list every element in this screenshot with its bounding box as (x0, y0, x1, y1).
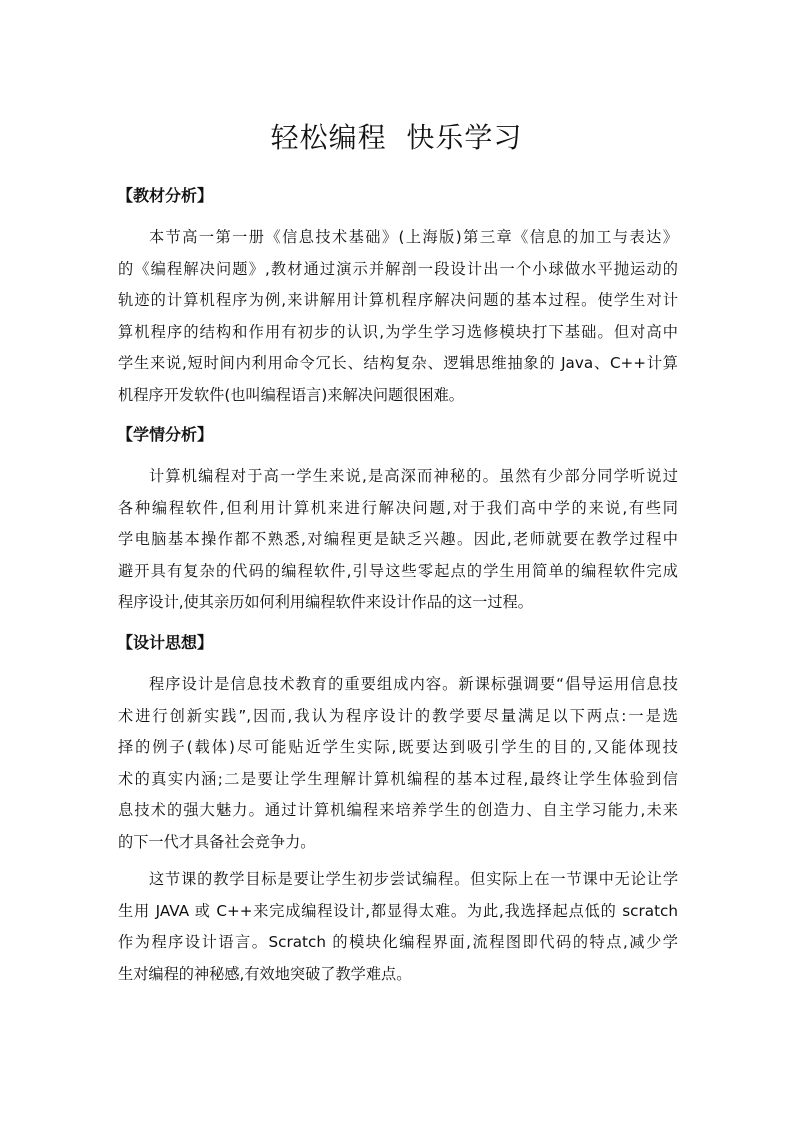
paragraph-student-analysis (118, 461, 678, 619)
paragraph-line: 术的真实内涵;二是要让学生理解计算机编程的基本过程,最终让学生体验到信 (118, 769, 678, 788)
paragraph-teaching-goal (118, 864, 678, 990)
paragraph-line: 这节课的教学目标是要让学生初步尝试编程。但实际上在一节课中无论让学 (149, 870, 678, 888)
section-heading-textbook-analysis: 【教材分析】 (117, 186, 214, 205)
paragraph-line: 算机程序的结构和作用有初步的认识,为学生学习选修模块打下基础。但对高中 (118, 322, 678, 341)
paragraph-line: 术进行创新实践”,因而,我认为程序设计的教学要尽量满足以下两点:一是选 (118, 706, 678, 725)
paragraph-line: 程序设计是信息技术教育的重要组成内容。新课标强调要“倡导运用信息技 (149, 675, 678, 693)
paragraph-line: 作为程序设计语言。Scratch 的模块化编程界面,流程图即代码的特点,减少学 (118, 933, 678, 952)
paragraph-line: 的下一代才具备社会竞争力。 (118, 832, 316, 851)
paragraph-line: 的《编程解决问题》,教材通过演示并解剖一段设计出一个小球做水平抛运动的 (118, 259, 678, 278)
paragraph-line: 机程序开发软件(也叫编程语言)来解决问题很困难。 (118, 385, 464, 404)
paragraph-line: 生对编程的神秘感,有效地突破了教学难点。 (118, 964, 412, 983)
paragraph-line: 避开具有复杂的代码的编程软件,引导这些零起点的学生用简单的编程软件完成 (118, 561, 678, 580)
paragraph-line: 生用 JAVA 或 C++来完成编程设计,都显得太难。为此,我选择起点低的 scratch (118, 901, 678, 920)
paragraph-line: 轨迹的计算机程序为例,来讲解用计算机程序解决问题的基本过程。使学生对计 (118, 291, 678, 310)
paragraph-line: 程序设计,使其亲历如何利用编程软件来设计作品的这一过程。 (118, 593, 533, 612)
paragraph-line: 息技术的强大魅力。通过计算机编程来培养学生的创造力、自主学习能力,未来 (118, 801, 678, 820)
paragraph-line: 学电脑基本操作都不熟悉,对编程更是缺乏兴趣。因此,老师就要在教学过程中 (118, 530, 678, 549)
paragraph-textbook-analysis (118, 222, 678, 412)
paragraph-line: 计算机编程对于高一学生来说,是高深而神秘的。虽然有少部分同学听说过 (149, 467, 678, 485)
paragraph-line: 择的例子(载体)尽可能贴近学生实际,既要达到吸引学生的目的,又能体现技 (118, 738, 678, 757)
paragraph-line: 学生来说,短时间内利用命令冗长、结构复杂、逻辑思维抽象的 Java、C++计算 (118, 354, 678, 373)
paragraph-line: 本节高一第一册《信息技术基础》(上海版)第三章《信息的加工与表达》 (149, 228, 678, 246)
paragraph-design-idea (118, 669, 678, 859)
section-heading-design-idea: 【设计思想】 (117, 633, 214, 652)
section-heading-student-analysis: 【学情分析】 (117, 425, 214, 444)
paragraph-line: 各种编程软件,但利用计算机来进行解决问题,对于我们高中学的来说,有些同 (118, 498, 678, 517)
page-title: 轻松编程 快乐学习 (270, 121, 523, 154)
